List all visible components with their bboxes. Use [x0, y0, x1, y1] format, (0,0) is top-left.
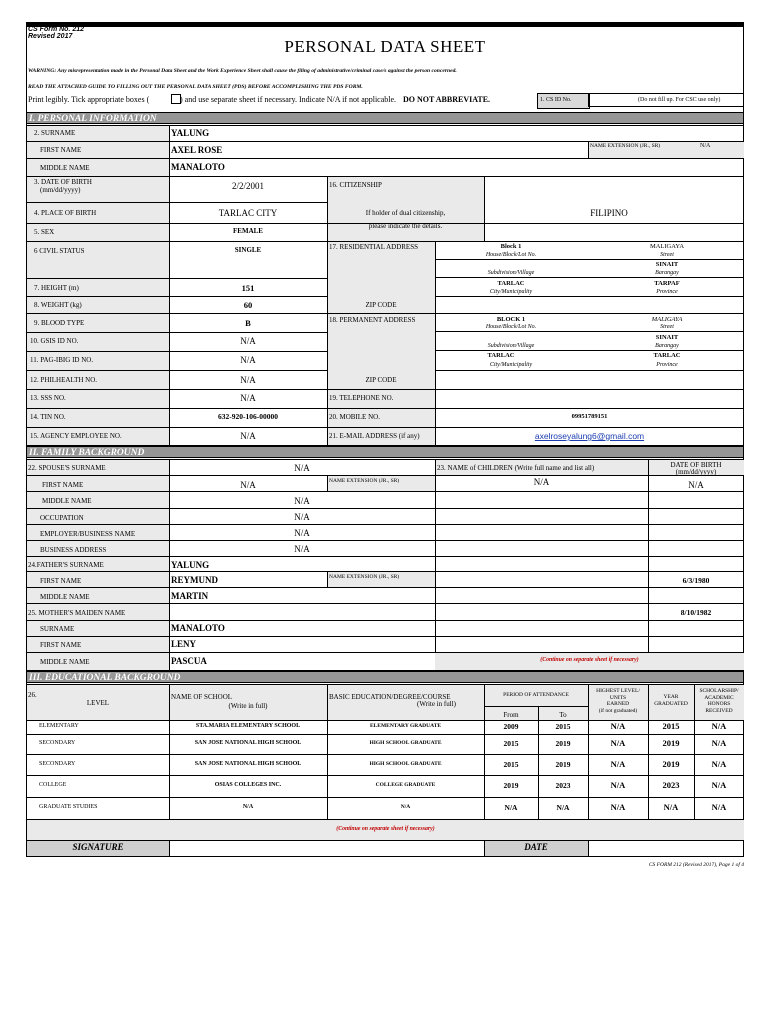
- dob-value: 2/2/2001: [231, 181, 264, 191]
- education-highest-cell: N/A: [610, 738, 626, 749]
- to-header: To: [559, 711, 567, 719]
- res-barangay-value: SINAIT: [655, 261, 679, 268]
- course-header-a: BASIC EDUCATION/DEGREE/COURSE: [329, 693, 451, 701]
- mobile-value: 09951789151: [571, 413, 608, 420]
- name-extension-value: N/A: [700, 143, 711, 149]
- period-header: PERIOD OF ATTENDANCE: [503, 692, 569, 698]
- children-label: 23. NAME of CHILDREN (Write full name and list all): [437, 464, 595, 472]
- education-to-cell: 2015: [555, 722, 571, 732]
- education-to-cell: 2019: [555, 759, 571, 769]
- spouse-ext-label: NAME EXTENSION (JR., SR): [329, 478, 400, 484]
- perm-city-caption: City/Municipality: [489, 362, 533, 368]
- cs-id-note: (Do not fill up. For CSC use only): [638, 97, 721, 103]
- page-number-note: CS FORM 212 (Revised 2017), Page 1 of 4: [648, 862, 744, 868]
- year-graduated-header: YEAR GRADUATED: [654, 694, 688, 707]
- weight-label: 8. WEIGHT (kg): [34, 301, 82, 309]
- instructions-text-b: ) and use separate sheet if necessary. Indicate N/A if not applicable.: [180, 95, 397, 104]
- mother-dob-value: 8/10/1982: [680, 608, 712, 617]
- perm-house-caption: House/Block/Lot No.: [485, 324, 537, 330]
- father-dob-value: 6/3/1980: [682, 576, 710, 585]
- education-highest-cell: N/A: [610, 721, 626, 732]
- residential-label: 17. RESIDENTIAL ADDRESS: [329, 243, 418, 251]
- street-caption: Street: [660, 252, 674, 258]
- education-year-cell: 2023: [662, 780, 680, 791]
- education-honors-cell: N/A: [711, 758, 727, 769]
- education-from-cell: 2015: [503, 759, 519, 769]
- level-header: LEVEL: [86, 699, 110, 707]
- subdivision-caption: Subdivision/Village: [487, 270, 535, 276]
- education-school-cell: N/A: [242, 804, 254, 811]
- perm-barangay-caption: Barangay: [655, 343, 679, 349]
- perm-province-value: TARLAC: [653, 352, 681, 359]
- middle-name-label: MIDDLE NAME: [40, 164, 90, 172]
- education-to-cell: 2023: [555, 781, 571, 791]
- name-extension-label: NAME EXTENSION (JR., SR): [590, 143, 661, 149]
- pagibig-value: N/A: [240, 355, 256, 365]
- gsis-value: N/A: [240, 336, 256, 346]
- child-name-value: N/A: [533, 477, 550, 487]
- citizenship-value: FILIPINO: [590, 208, 628, 218]
- surname-value: YALUNG: [171, 128, 210, 138]
- education-row-divider: [27, 797, 744, 798]
- perm-street-caption: Street: [660, 324, 674, 330]
- father-first-value: REYMUND: [171, 575, 218, 585]
- city-caption: City/Municipality: [489, 289, 533, 295]
- pob-value: TARLAC CITY: [218, 208, 278, 218]
- pagibig-label: 11. PAG-IBIG ID NO.: [30, 356, 94, 364]
- mother-first-label: FIRST NAME: [40, 641, 82, 649]
- height-label: 7. HEIGHT (m): [34, 284, 79, 292]
- surname-label: 2. SURNAME: [34, 129, 76, 137]
- first-name-label: FIRST NAME: [40, 146, 82, 154]
- employer-value: N/A: [294, 528, 310, 538]
- mother-maiden-label: 25. MOTHER'S MAIDEN NAME: [28, 609, 126, 617]
- blood-type-label: 9. BLOOD TYPE: [34, 319, 85, 327]
- mobile-label: 20. MOBILE NO.: [329, 413, 380, 421]
- form-number: CS Form No. 212: [28, 26, 85, 33]
- education-to-cell: N/A: [556, 803, 570, 813]
- perm-barangay-value: SINAIT: [655, 334, 679, 341]
- sss-value: N/A: [240, 393, 256, 403]
- mother-surname-label: SURNAME: [40, 625, 75, 633]
- mother-surname-value: MANALOTO: [171, 623, 225, 633]
- perm-house-value: BLOCK 1: [496, 316, 526, 323]
- tin-label: 14. TIN NO.: [30, 413, 66, 421]
- dual-citizenship-note-b: please indicate the details.: [368, 222, 443, 230]
- barangay-caption: Barangay: [655, 270, 679, 276]
- instructions-text-a: Print legibly. Tick appropriate boxes (: [28, 95, 150, 104]
- education-level-cell: COLLEGE: [39, 782, 67, 789]
- sss-label: 13. SSS NO.: [30, 394, 66, 402]
- weight-value: 60: [243, 300, 253, 310]
- education-row-divider: [27, 734, 744, 735]
- highest-header: HIGHEST LEVEL/ UNITS EARNED (if not graduated): [596, 688, 640, 714]
- school-header-a: NAME OF SCHOOL: [171, 693, 233, 701]
- mother-middle-value: PASCUA: [171, 656, 207, 666]
- father-first-label: FIRST NAME: [40, 577, 82, 585]
- email-value[interactable]: axelroseyalung6@gmail.com: [534, 431, 645, 441]
- father-surname-label: 24.FATHER'S SURNAME: [28, 561, 104, 569]
- education-honors-cell: N/A: [711, 802, 727, 813]
- education-school-cell: STA.MARIA ELEMENTARY SCHOOL: [195, 723, 301, 730]
- revised-label: Revised 2017: [28, 33, 73, 40]
- perm-city-value: TARLAC: [487, 352, 515, 359]
- from-header: From: [503, 711, 519, 719]
- date-label: DATE: [524, 842, 548, 852]
- house-caption: House/Block/Lot No.: [485, 252, 537, 258]
- spouse-surname-value: N/A: [294, 463, 310, 473]
- citizenship-label: 16. CITIZENSHIP: [329, 181, 382, 189]
- children-dob-label-b: (mm/dd/yyyy): [675, 468, 717, 476]
- gsis-label: 10. GSIS ID NO.: [30, 337, 79, 345]
- education-level-cell: SECONDARY: [39, 740, 76, 747]
- education-num: 26.: [28, 691, 37, 699]
- education-year-cell: 2019: [662, 738, 680, 749]
- do-not-abbreviate: DO NOT ABBREVIATE.: [403, 95, 491, 104]
- education-from-cell: 2009: [503, 722, 519, 732]
- perm-zip-label: ZIP CODE: [365, 376, 397, 384]
- civil-status-label: 6 CIVIL STATUS: [34, 247, 85, 255]
- education-level-cell: SECONDARY: [39, 760, 76, 767]
- perm-subdivision-caption: Subdivision/Village: [487, 343, 535, 349]
- civil-status-value: SINGLE: [234, 246, 262, 254]
- section-education: III. EDUCATIONAL BACKGROUND: [27, 671, 743, 683]
- province-caption: Province: [656, 289, 678, 295]
- education-school-cell: SAN JOSE NATIONAL HIGH SCHOOL: [194, 760, 302, 767]
- education-year-cell: 2015: [662, 721, 680, 732]
- height-value: 151: [241, 283, 255, 293]
- father-middle-label: MIDDLE NAME: [40, 593, 90, 601]
- father-middle-value: MARTIN: [171, 591, 209, 601]
- sex-value: FEMALE: [233, 227, 263, 235]
- honors-header: SCHOLARSHIP/ ACADEMIC HONORS RECEIVED: [699, 688, 739, 714]
- education-school-cell: OSIAS COLLEGES INC.: [214, 782, 282, 789]
- spouse-first-value: N/A: [240, 480, 256, 490]
- education-level-cell: ELEMENTARY: [39, 723, 79, 730]
- pob-label: 4. PLACE OF BIRTH: [34, 209, 97, 217]
- education-honors-cell: N/A: [711, 780, 727, 791]
- blood-type-value: B: [245, 318, 251, 328]
- dob-label: 3. DATE OF BIRTH: [34, 178, 92, 186]
- education-course-cell: COLLEGE GRADUATE: [375, 782, 436, 789]
- warning-text: WARNING: Any misrepresentation made in the Personal Data Sheet and the Work Experience Sheet shall cause the filing of administrative/criminal case/s against the person concerned.: [28, 68, 457, 74]
- res-street-value: MALIGAYA: [649, 243, 685, 250]
- education-highest-cell: N/A: [610, 780, 626, 791]
- occupation-label: OCCUPATION: [40, 514, 84, 522]
- education-from-cell: N/A: [504, 803, 518, 813]
- res-zip-label: ZIP CODE: [365, 301, 397, 309]
- permanent-label: 18. PERMANENT ADDRESS: [329, 316, 416, 324]
- philhealth-value: N/A: [240, 375, 256, 385]
- section-family-background: II. FAMILY BACKGROUND: [27, 446, 743, 458]
- tin-value: 632-920-106-00000: [218, 412, 278, 421]
- education-course-cell: ELEMENTARY GRADUATE: [369, 723, 442, 730]
- education-from-cell: 2019: [503, 781, 519, 791]
- education-continue-note: (Continue on separate sheet if necessary): [336, 826, 435, 832]
- mother-first-value: LENY: [171, 639, 197, 649]
- telephone-label: 19. TELEPHONE NO.: [329, 394, 394, 402]
- education-course-cell: N/A: [400, 804, 411, 811]
- perm-street-value: MALIGAYA: [651, 316, 683, 323]
- education-row-divider: [27, 754, 744, 755]
- employer-label: EMPLOYER/BUSINESS NAME: [40, 530, 136, 538]
- res-house-value: Block 1: [500, 243, 522, 250]
- res-province-value: TARPAF: [654, 280, 680, 287]
- education-to-cell: 2019: [555, 739, 571, 749]
- education-school-cell: SAN JOSE NATIONAL HIGH SCHOOL: [194, 740, 302, 747]
- email-label: 21. E-MAIL ADDRESS (if any): [329, 432, 420, 440]
- cs-id-label: 1. CS ID No.: [540, 97, 572, 103]
- education-year-cell: 2019: [662, 758, 680, 769]
- occupation-value: N/A: [294, 512, 310, 522]
- spouse-middle-label: MIDDLE NAME: [42, 497, 92, 505]
- philhealth-label: 12. PHILHEALTH NO.: [30, 376, 98, 384]
- education-row-divider: [27, 775, 744, 776]
- children-dob-label-a: DATE OF BIRTH: [670, 461, 722, 469]
- agency-label: 15. AGENCY EMPLOYEE NO.: [30, 432, 122, 440]
- agency-value: N/A: [240, 431, 256, 441]
- school-header-b: (Write in full): [228, 702, 268, 710]
- father-surname-value: YALUNG: [171, 560, 210, 570]
- education-honors-cell: N/A: [711, 738, 727, 749]
- read-guide-text: READ THE ATTACHED GUIDE TO FILLING OUT THE PERSONAL DATA SHEET (PDS) BEFORE ACCOMPLISHING THE PDS FORM.: [28, 84, 363, 90]
- section-personal-info: I. PERSONAL INFORMATION: [27, 112, 743, 124]
- dob-format: (mm/dd/yyyy): [40, 186, 81, 194]
- business-address-label: BUSINESS ADDRESS: [40, 546, 107, 554]
- spouse-surname-label: 22. SPOUSE'S SURNAME: [28, 464, 106, 472]
- father-ext-label: NAME EXTENSION (JR., SR): [329, 574, 400, 580]
- course-header-b: (Write in full): [417, 700, 456, 708]
- business-address-value: N/A: [294, 544, 310, 554]
- page-title: PERSONAL DATA SHEET: [284, 37, 486, 56]
- education-honors-cell: N/A: [711, 721, 727, 732]
- first-name-value: AXEL ROSE: [171, 145, 223, 155]
- middle-name-value: MANALOTO: [171, 162, 225, 172]
- education-highest-cell: N/A: [610, 758, 626, 769]
- education-level-cell: GRADUATE STUDIES: [39, 804, 98, 811]
- spouse-middle-value: N/A: [294, 496, 310, 506]
- spouse-first-label: FIRST NAME: [42, 481, 84, 489]
- family-continue-note: (Continue on separate sheet if necessary): [540, 657, 639, 663]
- mother-middle-label: MIDDLE NAME: [40, 658, 90, 666]
- perm-province-caption: Province: [656, 362, 678, 368]
- date-field[interactable]: [589, 841, 743, 856]
- signature-field[interactable]: [170, 841, 484, 856]
- signature-label: SIGNATURE: [72, 842, 124, 852]
- education-highest-cell: N/A: [610, 802, 626, 813]
- education-course-cell: HIGH SCHOOL GRADUATE: [369, 740, 442, 747]
- dual-citizenship-note-a: If holder of dual citizenship,: [365, 209, 446, 217]
- education-year-cell: N/A: [663, 802, 679, 813]
- sex-label: 5. SEX: [34, 228, 55, 236]
- education-from-cell: 2015: [503, 739, 519, 749]
- education-course-cell: HIGH SCHOOL GRADUATE: [369, 760, 442, 767]
- child-dob-value: N/A: [688, 480, 704, 490]
- res-city-value: TARLAC: [497, 280, 525, 287]
